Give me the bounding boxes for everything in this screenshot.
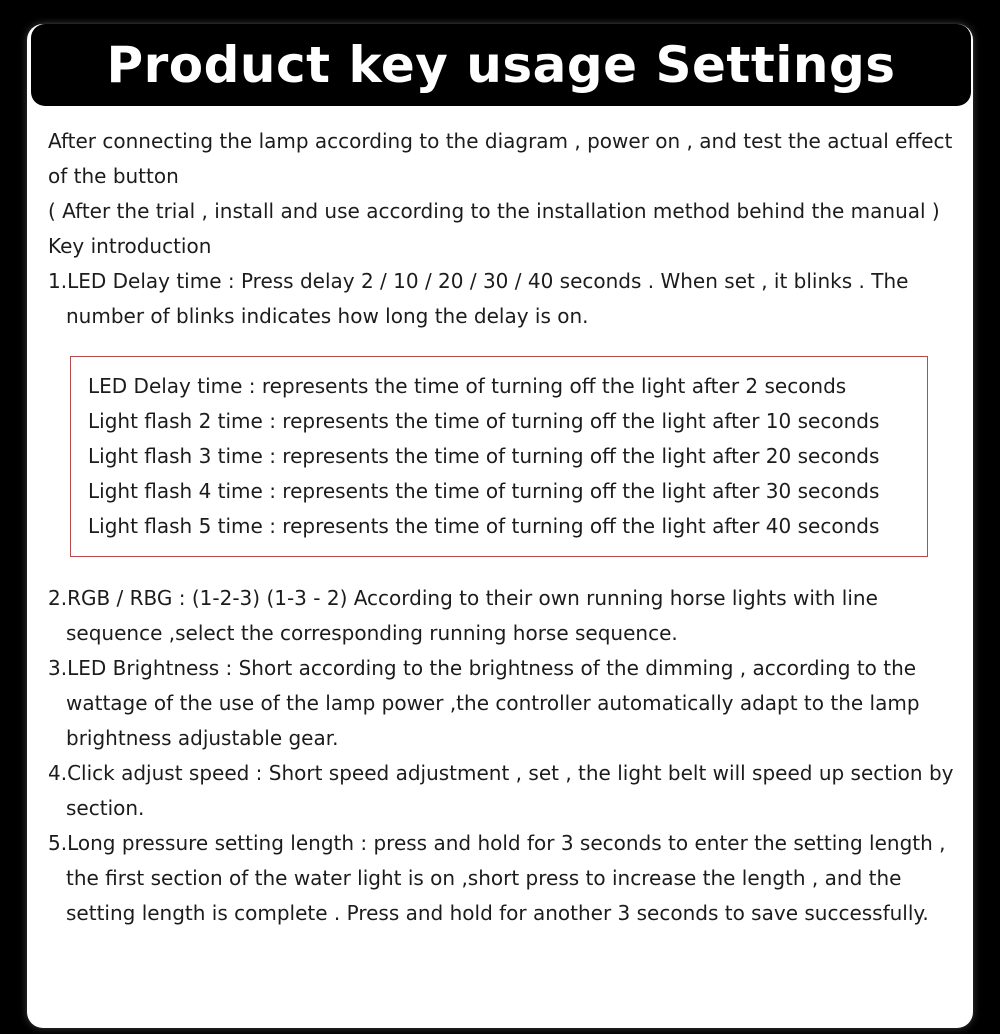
delay-line: Light flash 4 time : represents the time of turning off the light after 30 seconds — [88, 479, 880, 503]
key-item-speed: 4.Click adjust speed : Short speed adjustment , set , the light belt will speed up section by section. — [48, 761, 954, 820]
delay-line: Light flash 5 time : represents the time of turning off the light after 40 seconds — [88, 514, 880, 538]
key-item-length: 5.Long pressure setting length : press and hold for 3 seconds to enter the setting length , the first section of the water light is on ,short press to increase the length , and the setting length is complete . Press and hold for another 3 seconds to save successfully. — [48, 831, 946, 925]
intro-paragraph: After connecting the lamp according to the diagram , power on , and test the actual effect of the button — [48, 129, 953, 188]
delay-explanation-box — [70, 356, 928, 557]
delay-line: Light flash 3 time : represents the time of turning off the light after 20 seconds — [88, 444, 880, 468]
page-title: Product key usage Settings — [106, 36, 896, 94]
delay-line: Light flash 2 time : represents the time of turning off the light after 10 seconds — [88, 409, 880, 433]
section-heading: Key introduction — [48, 234, 212, 258]
key-item-rgb: 2.RGB / RBG : (1-2-3) (1-3 - 2) According to their own running horse lights with line sequence ,select the corresponding running horse sequence. — [48, 586, 878, 645]
key-item-delay: 1.LED Delay time : Press delay 2 / 10 / 20 / 30 / 40 seconds . When set , it blinks . The number of blinks indicates how long the delay is on. — [48, 269, 909, 328]
delay-line: LED Delay time : represents the time of turning off the light after 2 seconds — [88, 374, 847, 398]
intro-paragraph: ( After the trial , install and use according to the installation method behind the manual ) — [48, 199, 940, 223]
title-bar — [31, 24, 971, 106]
key-item-brightness: 3.LED Brightness : Short according to the brightness of the dimming , according to the wattage of the use of the lamp power ,the controller automatically adapt to the lamp brightness adjustable gear. — [48, 656, 920, 750]
instructions-body — [48, 124, 958, 931]
